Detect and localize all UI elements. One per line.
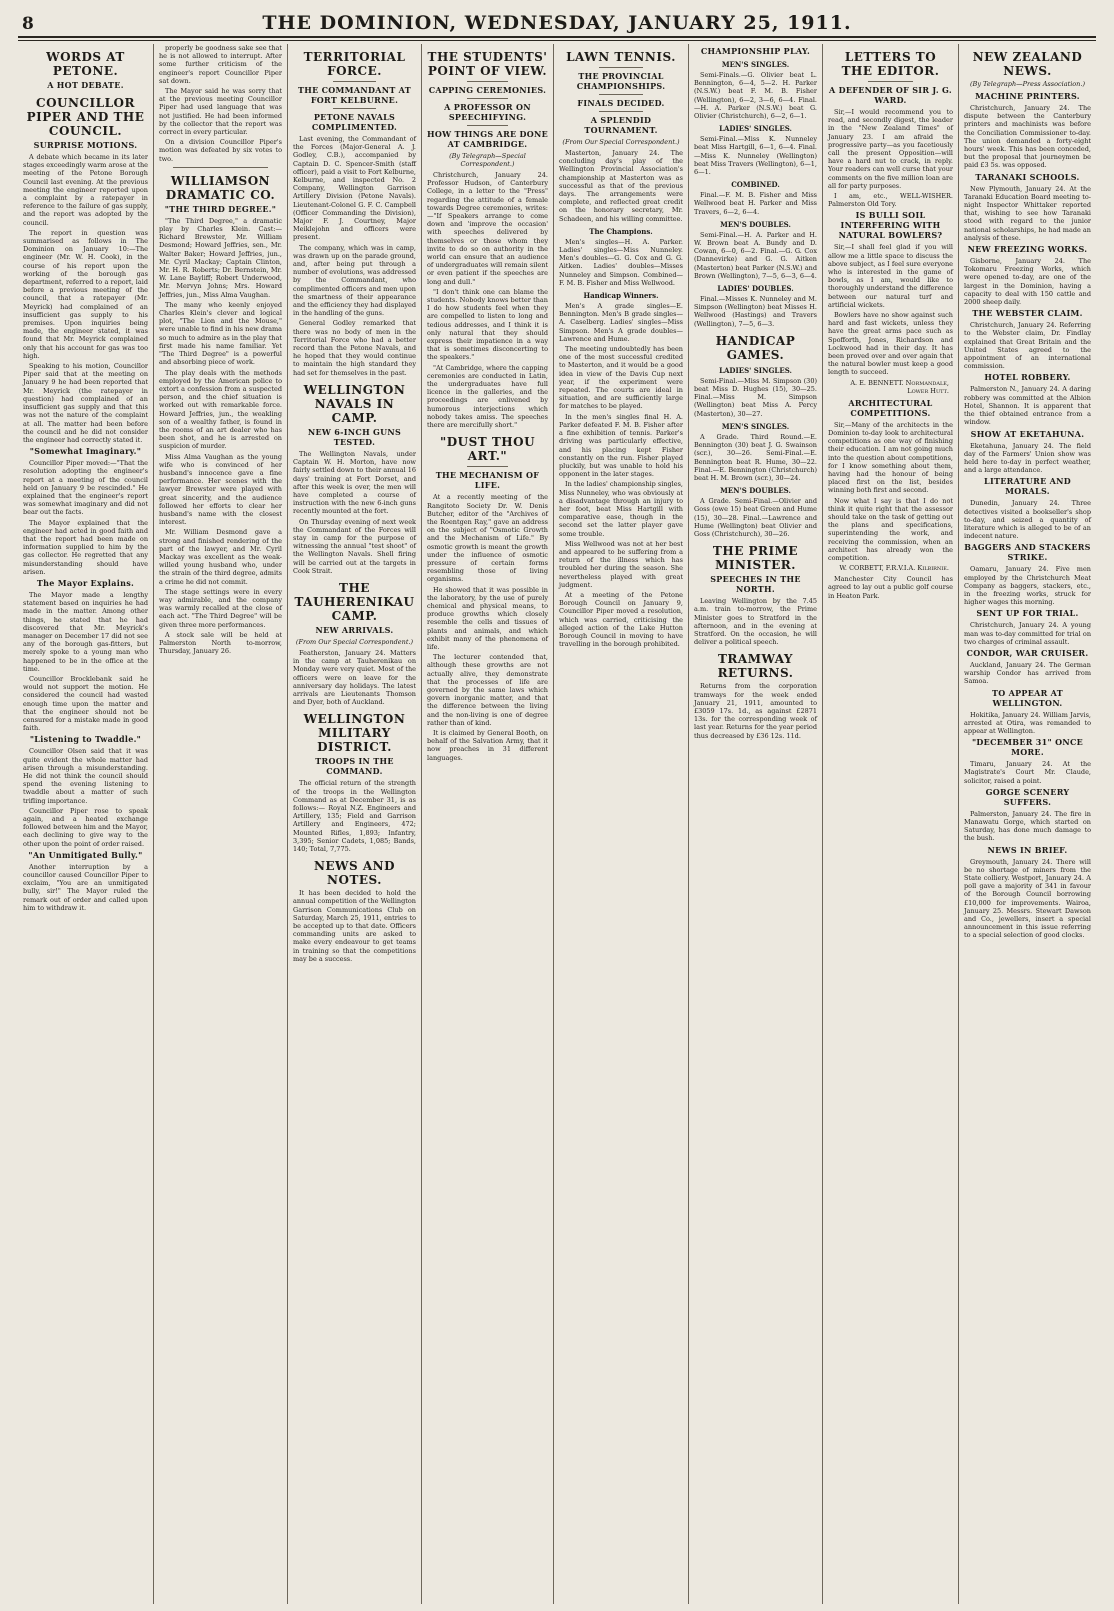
subheadline: THE PROVINCIAL CHAMPIONSHIPS. [576, 71, 666, 91]
article-paragraph: It is claimed by General Booth, on behalf of the Salvation Army, that it now preaches in 31 different languages. [427, 728, 548, 762]
subheadline: CONDOR, WAR CRUISER. [966, 647, 1089, 658]
subheadline: SENT UP FOR TRIAL. [976, 608, 1079, 619]
article-paragraph: Auckland, January 24. The German warship Condor has arrived from Samoa. [964, 660, 1091, 686]
article-paragraph: The company, which was in camp, was drawn up on the parade ground, and, after being put through a number of evolutions, was addressed by the Commandant, who complimented officers and men upon the smartness of their appearance and the efficiency they had displayed in the handling of the guns. [293, 243, 416, 318]
article-paragraph: A Grade. Semi-Final.—Olivier and Goss (owe 15) beat Green and Hume (15), 30—28. Final.—Lawrence and Hume (Wellington) beat Olivier and Goss (Christchurch), 30—26. [694, 497, 817, 538]
column-rule [173, 167, 268, 168]
subheadline: "Listening to Twaddle." [29, 734, 142, 745]
section-subheading: Handicap Winners. [583, 291, 659, 301]
article-paragraph: The Wellington Navals, under Captain W. H. Morton, have now fairly settled down to their annual 16 days' training at Fort Dorset, and after this week is over, the men will have completed a course of instruction with the new 6-inch guns recently mounted at the fort. [293, 449, 416, 516]
article-paragraph: The report in question was summarised as follows in The Dominion on January 10:—The engineer (Mr. W. H. Cook), in the course of his report upon the working of the borough gas department, referred to a report, laid before a previous meeting of the council, that a ratepayer (Mr. Meyrick) had complained of an insufficient gas supply to his premises. Upon inquiries being made, the engineer stated, it was found that Mr. Meyrick complained only that his account for gas was too high. [23, 228, 148, 360]
column-rule [333, 108, 376, 109]
article-paragraph: Timaru, January 24. At the Magistrate's Court Mr. Claude, solicitor, raised a point. [964, 760, 1091, 785]
article-paragraph: The meeting undoubtedly has been one of the most successful credited to Masterton, and it would be a good idea in view of the Davis Cup next year, if the experiment were repeated. The courts are ideal in situation, and are sufficiently large for matches to be played. [559, 345, 683, 411]
column-rule [599, 94, 643, 95]
subheadline: The Mayor Explains. [36, 577, 135, 588]
masthead [0, 0, 1114, 42]
subheadline: SHOW AT EKETAHUNA. [970, 428, 1085, 439]
article-paragraph: Oamaru, January 24. Five men employed by the Christchurch Meat Company as baggers, stackers, etc., in the freezing works, struck for higher wages this morning. [964, 565, 1091, 607]
article-paragraph: Christchurch, January 24. Referring to the Webster claim, Dr. Findlay explained that Great Britain and the United States agreed to the appointment of an international commission. [964, 321, 1091, 371]
column-8 [959, 44, 1096, 1604]
article-paragraph: Eketahuna, January 24. The field day of the Farmers' Union show was held here to-day in perfect weather, and a large attendance. [964, 441, 1091, 475]
column-rule [467, 466, 508, 467]
article-paragraph: On a division Councillor Piper's motion was defeated by six votes to two. [159, 138, 282, 163]
article-paragraph: Councillor Brocklebank said he would not support the motion. He considered the council had wasted enough time upon the matter and that the engineer should not be censured for a mistake made in good faith. [23, 674, 148, 733]
headline: WELLINGTON MILITARY DISTRICT. [303, 712, 406, 755]
subheadline: "THE THIRD DEGREE." [164, 203, 277, 214]
subheadline: A DEFENDER OF SIR J. G. WARD. [829, 85, 952, 105]
section-subheading: MEN'S SINGLES. [721, 421, 790, 431]
article-paragraph: The Mayor made a lengthy statement based on inquiries he had made in the matter. Among other things, he stated that he had discovered that Mr. Meyrick's manager on December 17 did not see any of the borough gas-fitters, but merely spoke to a young man who happened to be in the office at the time. [23, 590, 148, 673]
article-paragraph: Manchester City Council has agreed to lay out a public golf course in Heaton Park. [828, 575, 953, 600]
headline: NEW ZEALAND NEWS. [972, 50, 1083, 78]
article-paragraph: A debate which became in its later stages exceedingly warm arose at the meeting of the Petone Borough Council last evening. At the previous meeting the engineer reported upon a complaint by a ratepayer in reference to the failure of gas supply, and the report was adopted by the council. [23, 153, 148, 227]
article-paragraph: Gisborne, January 24. The Tokomaru Freezing Works, which were opened to-day, are one of the largest in the Dominion, having a capacity to deal with 150 cattle and 2000 sheep daily. [964, 257, 1091, 307]
article-paragraph: "The Third Degree," a dramatic play by Charles Klein. Cast:— Richard Brewster, Mr. William Desmond; Howard Jeffries, sen., Mr. Walter Baker; Howard Jeffries, jun., Mr. Cyril Mackay; Captain Clinton, Mr. H. R. Roberts; Dr. Bernstein, Mr. W. Lane Bayliff; Robert Underwood, Mr. Mervyn Johns; Mrs. Howard Jeffries, jun., Miss Alma Vaughan. [159, 216, 282, 299]
article-paragraph: Final.—F. M. B. Fisher and Miss Wellwood beat H. Parker and Miss Travers, 6—2, 6—4. [694, 191, 817, 216]
page-number: 8 [22, 14, 34, 34]
headline: WORDS AT PETONE. [46, 50, 125, 78]
subheadline: NEW 6-INCH GUNS TESTED. [307, 426, 402, 447]
subheadline: "An Unmitigated Bully." [28, 849, 143, 860]
article-paragraph: It has been decided to hold the annual competition of the Wellington Garrison Communications Club on Saturday, March 25, 1911, entries to be accepted up to that date. Officers commanding units are asked to make every endeavour to get teams in training so that the competitions may be a success. [293, 889, 416, 963]
column-1 [18, 44, 154, 1604]
article-paragraph: Semi-Final.—H. A. Parker and H. W. Brown beat A. Bundy and D. Cowan, 6—0, 6—2. Final.—G. G. Cox (Dannevirke) and G. G. Aitken (Masterton) beat Parker (N.S.W.) and Brown (Wellington), 7—5, 6—3, 6—4. [694, 230, 817, 280]
headline: NEWS AND NOTES. [313, 859, 396, 888]
newspaper-title: THE DOMINION, WEDNESDAY, JANUARY 25, 1911. [262, 12, 852, 34]
subheadline: TROOPS IN THE COMMAND. [315, 756, 394, 777]
article-paragraph: Hokitika, January 24. William Jarvis, arrested at Otira, was remanded to appear at Wellington. [964, 710, 1091, 735]
headline: COUNCILLOR PIPER AND THE COUNCIL. [26, 96, 145, 138]
article-paragraph: Sir,—I would recommend you to read, and secondly digest, the leader in the "New Zealand Times" of January 23. I am afraid the progressive party—as you facetiously call the present Opposition—will have a hard nut to crack, in reply. Your readers can well curse that your comments on the five million loan are all for party purposes. [828, 108, 953, 190]
article-paragraph: Christchurch, January 24. Professor Hudson, of Canterbury College, in a letter to the "Press" regarding the attitude of a female towards Degree ceremonies, writes:—"If Speakers arrange to come down and 'improve the occasion' with speeches delivered by themselves or those whom they invite to do so on authority in the world can ensure that an audience of undergraduates will remain silent or even patient if the speeches are long and dull." [427, 171, 548, 286]
headline: "DUST THOU ART." [439, 435, 536, 464]
subheadline: IS BULLI SOIL INTERFERING WITH NATURAL BOWLERS? [838, 210, 943, 241]
subheadline: THE WEBSTER CLAIM. [972, 308, 1083, 319]
subheadline: NEWS IN BRIEF. [987, 844, 1068, 855]
column-rule [467, 125, 508, 126]
column-rule [868, 81, 913, 82]
subheadline: SURPRISE MOTIONS. [33, 140, 138, 150]
article-paragraph: He showed that it was possible in the laboratory, by the use of purely chemical and physical means, to produce growths which closely resemble the cells and tissues of plants and animals, and which exhibit many of the phenomena of life. [427, 585, 548, 651]
article-paragraph: The play deals with the methods employed by the American police to extort a confession from a suspected person, and the chief situation is worked out with remarkable force. Howard Jeffries, jun., the weakling son of a wealthy father, is found in the rooms of an art dealer who has been shot, and he is arrested on suspicion of murder. [159, 368, 282, 451]
article-paragraph: "I don't think one can blame the students. Nobody knows better than I do how students feel when they are compelled to listen to long and tedious addresses, and I think it is only natural that they should express their impatience in a way that is sometimes disconcerting to the speakers." [427, 287, 548, 362]
article-paragraph: Another interruption by a councillor caused Councillor Piper to exclaim, "You are an unmitigated bully, sir!" The Mayor ruled the remark out of order and called upon him to withdraw it. [23, 862, 148, 912]
column-2 [154, 44, 288, 1604]
headline: LETTERS TO THE EDITOR. [841, 50, 940, 78]
subheadline: GORGE SCENERY SUFFERS. [985, 786, 1070, 807]
article-paragraph: Councillor Piper rose to speak again, and a heated exchange followed between him and the Mayor, each declining to give way to the other upon the point of order raised. [23, 806, 148, 848]
headline: TERRITORIAL FORCE. [303, 50, 406, 78]
subheadline: HOTEL ROBBERY. [984, 372, 1071, 383]
article-paragraph: I am, etc., WELL-WISHER. Palmerston Old Tory. [828, 192, 953, 209]
article-paragraph: At a meeting of the Petone Borough Council on January 9, Councillor Piper moved a resolution, which was carried, criticising the alleged action of the Lake Hutton Borough Council in moving to have travelling in the borough prohibited. [559, 590, 683, 649]
headline: LAWN TENNIS. [566, 50, 676, 64]
subheadline: A PROFESSOR ON SPEECHIFYING. [444, 102, 531, 122]
headline: TRAMWAY RETURNS. [717, 652, 794, 681]
article-paragraph: In the ladies' championship singles, Miss Nunneley, who was obviously at a disadvantage through an injury to her foot, beat Miss Hartgill with comparative ease, though in the second set the latter player gave some trouble. [559, 480, 683, 538]
subheadline: NEW FREEZING WORKS. [967, 244, 1088, 255]
section-subheading: COMBINED. [731, 180, 780, 190]
column-rule [467, 81, 508, 82]
column-rule [599, 111, 643, 112]
article-paragraph: Greymouth, January 24. There will be no shortage of miners from the State colliery. Westport, January 24. A poll gave a majority of 341 in favour of the Borough Council borrowing £10,000 for improvements. Wairoa, January 25. Messrs. Stewart Dawson and Co., jewellers, insert a special announcement in this issue referring to a special selection of good clocks. [964, 857, 1091, 940]
headline: WELLINGTON NAVALS IN CAMP. [303, 382, 406, 425]
article-paragraph: Palmerston, January 24. The fire in Manawatu Gorge, which started on Saturday, has done much damage to the bush. [964, 809, 1091, 843]
article-paragraph: On Thursday evening of next week the Commandant of the Forces will stay in camp for the purpose of witnessing the annual "test shoot" of the Wellington Navals. Shell firing will be carried out at the targets in Cook Strait. [293, 517, 416, 575]
subheadline: HOW THINGS ARE DONE AT CAMBRIDGE. [427, 129, 549, 149]
subheadline: FINALS DECIDED. [577, 98, 665, 108]
subheadline: CAPPING CEREMONIES. [428, 85, 547, 95]
masthead-rule-thin [18, 40, 1096, 41]
article-paragraph: Sir,—I shall feel glad if you will allow me a little space to discuss the above subject, as I feel sure everyone who is interested in the game of bowls, as I am, would like to thoroughly understand the difference between our natural turf and artificial wickets. [828, 243, 953, 309]
signature: W. CORBETT, F.R.V.I.A. Kilbirnie. [839, 564, 949, 573]
article-paragraph: A stock sale will be held at Palmerston North to-morrow, Thursday, January 26. [159, 630, 282, 656]
section-subheading: The Champions. [589, 226, 653, 236]
credit-line: (From Our Special Correspondent.) [562, 138, 680, 146]
subheadline: BAGGERS AND STACKERS STRIKE. [964, 542, 1091, 563]
article-paragraph: Christchurch, January 24. The dispute between the Canterbury printers and machinists was before the Conciliation Commissioner to-day. The union demanded a forty-eight hours' week. This has been conceded, but the proposal that journeymen be paid £3 5s. was opposed. [964, 104, 1091, 170]
article-paragraph: Last evening, the Commandant of the Forces (Major-General A. J. Godley, C.B.), accompanied by Captain D. C. Spencer-Smith (staff officer), paid a visit to Fort Kelburne, Kelburne, and inspected No. 2 Company, Wellington Garrison Artillery Division (Petone Navals). Lieutenant-Colonel G. F. C. Campbell (Officer Commanding the Division), Major F. J. Courtney, Major Meiklejohn and officers were present. [293, 135, 416, 242]
section-subheading: LADIES' SINGLES. [719, 365, 792, 375]
article-paragraph: Sir,—Many of the architects in the Dominion to-day look to architectural competitions as one way of finishing their education. I am not going much into the question about competitions, for I know something about them, having had the honour of being placed first on the list, besides winning both first and second. [828, 420, 953, 495]
section-subheading: MEN'S DOUBLES. [720, 219, 791, 229]
article-paragraph: Men's singles—H. A. Parker. Ladies' singles—Miss Nunneley. Men's doubles—G. G. Cox and G. G. Aitken. Ladies' doubles—Misses Nunneley and Simpson. Combined—F. M. B. Fisher and Miss Wellwood. [559, 237, 683, 287]
headline: THE TAUHERENIKAU CAMP. [294, 580, 415, 623]
headline: THE PRIME MINISTER. [712, 544, 799, 573]
subheadline: "Somewhat Imaginary." [29, 446, 142, 457]
article-paragraph: Now what I say is that I do not think it quite right that the assessor should take on the task of getting out the plans and specifications, superintending the work, and receiving the commission, when an architect has already won the competition. [828, 496, 953, 562]
article-paragraph: New Plymouth, January 24. At the Taranaki Education Board meeting to-night Inspector Whittaker reported that, wishing to see how Taranaki stood with regard to the junior national scholarships, he had made an analysis of these. [964, 184, 1091, 242]
article-paragraph: Returns from the corporation tramways for the week ended January 21, 1911, amounted to £3059 17s. 1d., as against £2871 13s. for the corresponding week of last year. Returns for the year period thus decreased by £36 12s. 11d. [694, 682, 817, 740]
subheadline: LITERATURE AND MORALS. [984, 476, 1071, 497]
subheadline: ARCHITECTURAL COMPETITIONS. [848, 397, 933, 418]
subheadline: SPEECHES IN THE NORTH. [710, 574, 801, 595]
section-subheading: LADIES' DOUBLES. [717, 284, 794, 294]
column-3 [288, 44, 422, 1604]
subheadline: CHAMPIONSHIP PLAY. [700, 46, 811, 56]
article-paragraph: Bowlers have no show against such hard and fast wickets, unless they have the great arms pace such as Spofforth, Jones, Richardson and Lockwood had in their day. It has been proved over and over again that the natural bowler must keep a good length to succeed. [828, 311, 953, 377]
article-paragraph: "At Cambridge, where the capping ceremonies are conducted in Latin, the undergraduates have full licence in the galleries, and the proceedings are enlivened by humorous interjections which nobody takes amiss. The speeches there are mercifully short." [427, 363, 548, 430]
article-paragraph: Men's A grade singles—E. Bennington. Men's B grade singles—A. Caselberg. Ladies' singles—Miss Simpson. Men's A grade doubles—Lawrence and Hume. [559, 302, 683, 343]
subheadline: PETONE NAVALS COMPLIMENTED. [311, 112, 398, 132]
headline: HANDICAP GAMES. [715, 333, 796, 362]
column-rule [599, 67, 643, 68]
subheadline: MACHINE PRINTERS. [975, 91, 1080, 101]
column-6 [689, 44, 823, 1604]
article-paragraph: Final.—Misses K. Nunneley and M. Simpson (Wellington) beat Misses H. Wellwood (Hastings) and Travers (Wellington), 7—5, 6—3. [694, 295, 817, 328]
signature: A. E. BENNETT. Normandale, Lower Hutt. [850, 378, 949, 395]
credit-line: (By Telegraph—Special Correspondent.) [449, 152, 526, 168]
column-rule [333, 81, 376, 82]
article-paragraph: Speaking to his motion, Councillor Piper said that at the meeting on January 9 he had been reported that Mr. Meyrick (the ratepayer in question) had complained of an insufficient gas supply and that this was not the nature of the complaint at all. The matter had been before the council and he did not consider the engineer had correctly stated it. [23, 362, 148, 444]
article-paragraph: Semi-Finals.—G. Olivier beat L. Bennington, 6—4, 5—2. H. Parker (N.S.W.) beat F. M. B. Fisher (Wellington), 6—2, 3—6, 6—4. Final.—H. A. Parker (N.S.W.) beat G. Olivier (Christchurch), 6—2, 6—1. [694, 71, 817, 121]
article-paragraph: Councillor Olsen said that it was quite evident the whole matter had arisen through a misunderstanding. He did not think the council should spend the evening listening to twaddle about a matter of such trifling importance. [23, 747, 148, 805]
column-4 [422, 44, 554, 1604]
column-7 [823, 44, 959, 1604]
subheadline: THE COMMANDANT AT FORT KELBURNE. [298, 85, 411, 105]
article-paragraph: Semi-Final.—Miss M. Simpson (30) beat Miss D. Hughes (15), 30—25. Final.—Miss M. Simpson (Wellington) beat Miss A. Percy (Masterton), 30—27. [694, 376, 817, 418]
article-paragraph: General Godley remarked that there was no body of men in the Territorial Force who had a better record than the Petone Navals, and he hoped that they would continue to maintain the high standard they had set for themselves in the past. [293, 319, 416, 377]
subheadline: TO APPEAR AT WELLINGTON. [991, 687, 1063, 708]
article-paragraph: Dunedin, January 24. Three detectives visited a bookseller's shop to-day, and seized a quantity of literature which is alleged to be of an indecent nature. [964, 499, 1091, 541]
article-paragraph: The Mayor explained that the engineer had acted in good faith and that the report had been made on information supplied to him by the gas collector. He regretted that any misunderstanding should have arisen. [23, 518, 148, 576]
newspaper-columns [18, 44, 1096, 1604]
article-paragraph: Mr. William Desmond gave a strong and finished rendering of the part of the lawyer, and Mr. Cyril Mackay was excellent as the weak-willed young husband who, under the strain of the third degree, admits a crime he did not commit. [159, 528, 282, 586]
subheadline: THE MECHANISM OF LIFE. [435, 470, 540, 491]
subheadline: NEW ARRIVALS. [315, 624, 394, 635]
section-subheading: MEN'S SINGLES. [721, 60, 790, 69]
article-paragraph: Semi-Final.—Miss K. Nunneley beat Miss Hartgill, 6—1, 6—4. Final.—Miss K. Nunneley (Wellington) beat Miss Travers (Wellington), 6—1, 6—1. [694, 135, 817, 177]
article-paragraph: In the men's singles final H. A. Parker defeated F. M. B. Fisher after a fine exhibition of tennis. Parker's driving was particularly effective, and his placing kept Fisher constantly on the run. Fisher played pluckily, but was unable to hold his opponent in the later stages. [559, 412, 683, 479]
article-paragraph: The stage settings were in every way admirable, and the company was warmly recalled at the close of each act. "The Third Degree" will be given three more performances. [159, 587, 282, 629]
article-paragraph: Featherston, January 24. Matters in the camp at Tauherenikau on Monday were very quiet. Most of the officers were on leave for the anniversary day holidays. The latest arrivals are Lieutenants Thomson and Dyer, both of Auckland. [293, 648, 416, 707]
headline: THE STUDENTS' POINT OF VIEW. [427, 50, 548, 78]
column-5 [554, 44, 689, 1604]
article-paragraph: properly be goodness sake see that he is not allowed to interrupt. After some further criticism of the engineer's report Councillor Piper sat down. [159, 44, 282, 85]
article-paragraph: The Mayor said he was sorry that at the previous meeting Councillor Piper had used language that was not justified. He had been informed by the collector that the report was correct in every particular. [159, 87, 282, 137]
credit-line: (By Telegraph—Press Association.) [970, 80, 1085, 88]
subheadline: A HOT DEBATE. [47, 80, 124, 90]
subheadline: TARANAKI SCHOOLS. [975, 171, 1080, 182]
article-paragraph: Miss Alma Vaughan as the young wife who is convinced of her husband's innocence gave a fine performance. Her scenes with the lawyer Brewster were played with great sincerity, and the audience followed her efforts to clear her husband's name with the closest interest. [159, 452, 282, 527]
article-paragraph: The official return of the strength of the troops in the Wellington Command as at December 31, is as follows:— Royal N.Z. Engineers and Artillery, 135; Field and Garrison Artillery and Engineers, 472; Mounted Rifles, 1,893; Infantry, 3,395; Senior Cadets, 1,085; Bands, 140; Total, 7,775. [293, 779, 416, 853]
column-rule [467, 98, 508, 99]
article-paragraph: Miss Wellwood was not at her best and appeared to be suffering from a return of the illness which has troubled her during the season. She nevertheless played with great judgment. [559, 539, 683, 589]
article-paragraph: The lecturer contended that, although these growths are not actually alive, they demonstrate that the processes of life are governed by the same laws which govern inorganic matter, and that the difference between the living and the non-living is one of degree rather than of kind. [427, 653, 548, 727]
headline: WILLIAMSON DRAMATIC CO. [165, 173, 276, 202]
article-paragraph: Christchurch, January 24. A young man was to-day committed for trial on two charges of criminal assault. [964, 621, 1091, 646]
masthead-rule [18, 36, 1096, 38]
article-paragraph: Leaving Wellington by the 7.45 a.m. train to-morrow, the Prime Minister goes to Stratford in the afternoon, and in the evening at Stratford. On the occasion, he will deliver a political speech. [694, 597, 817, 647]
subheadline: A SPLENDID TOURNAMENT. [584, 115, 658, 135]
article-paragraph: Masterton, January 24. The concluding day's play of the Wellington Provincial Association's championship at Masterton was as successful as that of the previous days. The arrangements were complete, and reflected great credit on the honorary secretary, Mr. Schadeen, and his willing committee. [559, 149, 683, 223]
section-subheading: MEN'S DOUBLES. [720, 486, 791, 496]
credit-line: (From Our Special Correspondent.) [295, 637, 414, 646]
article-paragraph: Palmerston N., January 24. A daring robbery was committed at the Albion Hotel, Shannon. It is apparent that the thief obtained entrance from a window. [964, 385, 1091, 427]
subheadline: "DECEMBER 31" ONCE MORE. [971, 737, 1084, 758]
article-paragraph: Councillor Piper moved:—"That the resolution adopting the engineer's report at a meeting of the council held on January 9 be rescinded." He explained that the engineer's report was somewhat imaginary and did not bear out the facts. [23, 459, 148, 517]
article-paragraph: The many who keenly enjoyed Charles Klein's clever and logical plot, "The Lion and the Mouse," were unable to find in his new drama so much to admire as in the play that first made his name familiar. Yet "The Third Degree" is a powerful and absorbing piece of work. [159, 300, 283, 367]
section-subheading: LADIES' SINGLES. [719, 124, 792, 134]
article-paragraph: At a recently meeting of the Rangitoto Society Dr. W. Denis Butcher, editor of the "Archives of the Roentgen Ray," gave an address on the subject of "Osmotic Growth and the Mechanism of Life." By osmotic growth is meant the growth under the influence of osmotic pressure of certain forms resembling those of living organisms. [427, 493, 548, 584]
article-paragraph: A Grade. Third Round.—E. Bennington (30) beat J. G. Swainson (scr.), 30—26. Semi-Final.—E. Bennington beat R. Hume, 30—22. Final.—E. Bennington (Christchurch) beat H. M. Brown (scr.), 30—24. [694, 432, 817, 482]
